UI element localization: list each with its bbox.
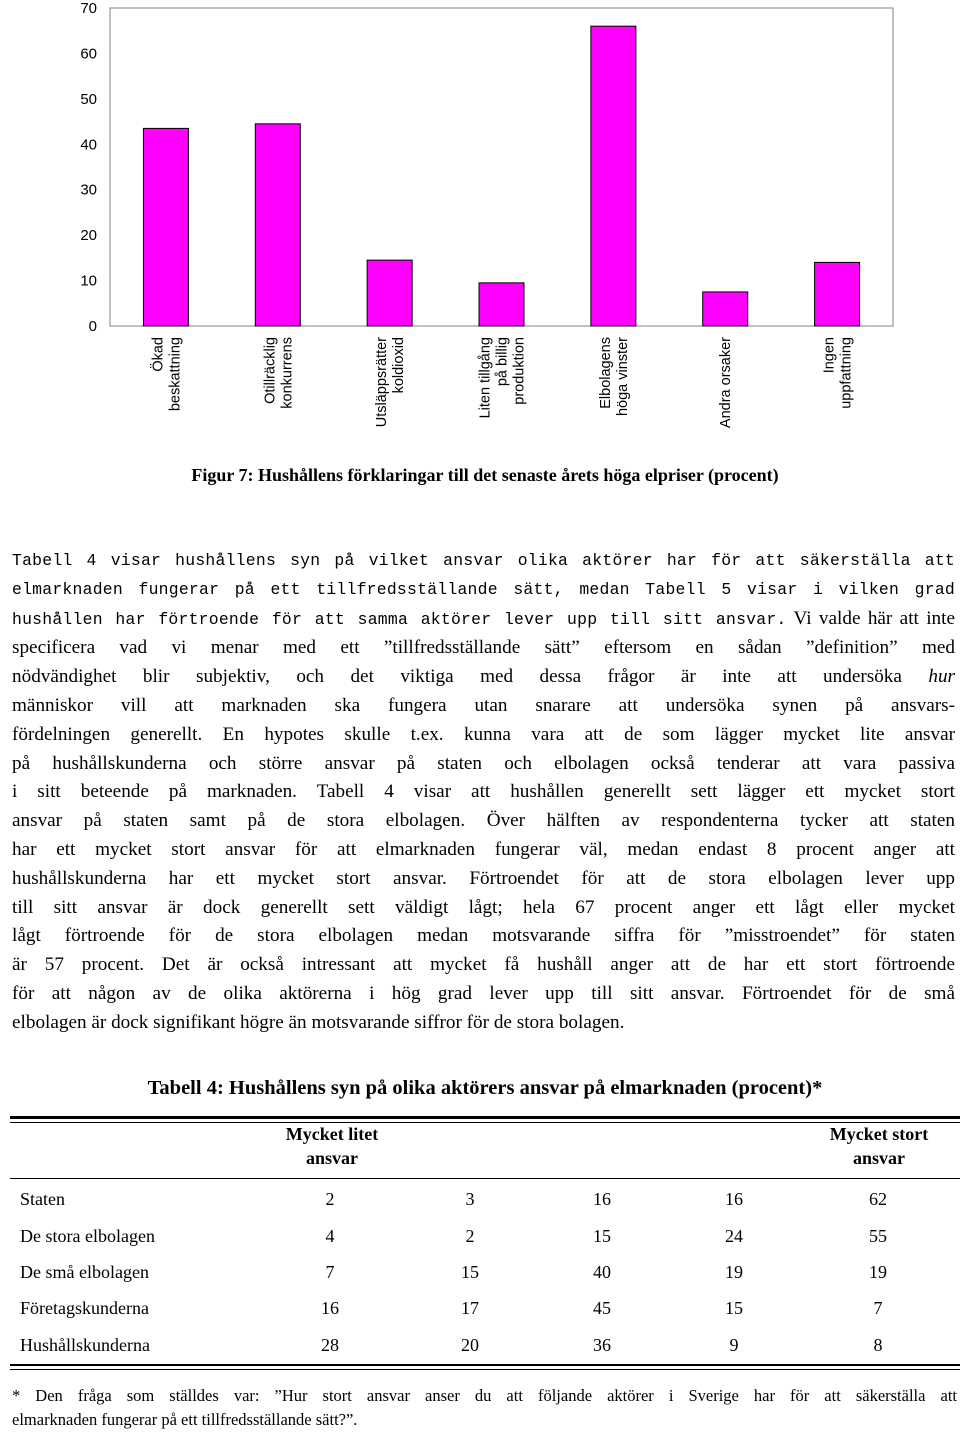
y-tick-label: 30: [80, 181, 97, 199]
table-cell: 3: [465, 1189, 475, 1209]
paragraph-line: i sitt beteende på marknaden. Tabell 4 visar att hushållen generellt sett lägger ett mycket stort: [12, 781, 955, 803]
header-text: ansvar: [305, 1148, 358, 1168]
x-category-label-line: konkurrens: [279, 337, 296, 409]
x-category-label-line: Ökad: [150, 337, 167, 372]
y-tick-label: 0: [88, 318, 97, 335]
table-cell: 20: [461, 1335, 479, 1355]
table-cell: 16: [593, 1189, 611, 1209]
x-category-label-line: produktion: [511, 337, 528, 405]
x-category-label-line: Utsläppsrätter: [374, 337, 391, 428]
x-category-label-line: Liten tillgång: [477, 337, 494, 419]
table-row: [0, 1262, 960, 1288]
table-row: [0, 1335, 960, 1361]
table-footnote: [12, 1384, 957, 1432]
x-category-label-line: koldioxid: [391, 337, 408, 394]
paragraph-line: till sitt ansvar är dock generellt sett väldigt lågt; hela 67 procent anger ett lågt eller mycket: [12, 896, 955, 918]
x-category-label-line: Otillräcklig: [262, 337, 279, 404]
table-cell: 7: [325, 1262, 335, 1282]
paragraph-line: människor vill att marknaden ska fungera utan snarare att undersöka synen på ansvars-: [12, 694, 955, 716]
x-tick-labels: [148, 337, 854, 428]
table-row: [0, 1189, 960, 1215]
paragraph-line: elbolagen är dock signifikant högre än motsvarande siffror för de stora bolagen.: [12, 1011, 625, 1033]
x-category-label-line: beskattning: [167, 337, 184, 412]
bar: [815, 262, 860, 326]
x-category-label: [718, 337, 734, 428]
paragraph-line: elmarknaden fungerar på ett tillfredsställande sätt, medan Tabell 5 visar i vilken grad: [12, 579, 955, 599]
paragraph-line: [12, 663, 955, 692]
x-category-label: [598, 337, 631, 416]
table-cell: 45: [593, 1298, 611, 1318]
table-top-rule: [10, 1116, 960, 1119]
paragraph-line: Tabell 4 visar hushållens syn på vilket ansvar olika aktörer har för att säkerställa att: [12, 551, 955, 570]
table-cell: 2: [465, 1226, 475, 1246]
table-cell: 4: [325, 1226, 335, 1246]
bar-chart: [0, 0, 960, 450]
bar: [367, 260, 412, 326]
table-cell: 15: [461, 1262, 479, 1282]
paragraph-text: Vi valde här att inte: [786, 607, 955, 629]
y-tick-labels: [80, 0, 97, 335]
chart-bars: [143, 26, 859, 326]
row-label: De små elbolagen: [20, 1262, 149, 1282]
x-category-label-line: Andra orsaker: [718, 337, 735, 429]
table-row: [0, 1298, 960, 1324]
paragraph-line: fördelningen generellt. En hypotes skulle t.ex. kunna vara att de som lägger mycket lite ansvar: [12, 723, 955, 745]
x-category-label: [822, 337, 855, 409]
y-tick-label: 20: [80, 227, 97, 245]
y-tick-label: 50: [80, 90, 97, 108]
table-cell: 19: [725, 1262, 743, 1282]
header-high-responsibility: [804, 1122, 954, 1170]
x-category-label-line: Elbolagens: [597, 337, 614, 409]
header-text: ansvar: [852, 1148, 905, 1168]
paragraph-line: ansvar på staten samt på de stora elbolagen. Över hälften av respondenterna tycker att staten: [12, 810, 955, 832]
table-cell: 16: [725, 1189, 743, 1209]
x-category-label: [374, 337, 407, 427]
paragraph-line: för att någon av de olika aktörerna i hög grad lever upp till sitt ansvar. Förtroendet för de små: [12, 982, 955, 1004]
paragraph-line: [12, 605, 955, 635]
bar: [255, 124, 300, 326]
table-bottom-rule: [10, 1364, 960, 1366]
table-cell: 24: [725, 1226, 743, 1246]
bar: [479, 283, 524, 326]
row-label: Företagskunderna: [20, 1298, 149, 1318]
paragraph-line: lågt förtroende för de stora elbolagen medan motsvarande siffra för ”misstroendet” för staten: [12, 925, 955, 947]
paragraph-line: på hushållskunderna och större ansvar på staten och elbolagen också tenderar att vara passiva: [12, 752, 955, 774]
figure-caption: Figur 7: Hushållens förklaringar till det senaste årets höga elpriser (procent): [191, 465, 779, 485]
header-text: Mycket litet: [285, 1124, 379, 1144]
plot-area-frame: [110, 8, 893, 326]
paragraph-line: har ett mycket stort ansvar för att elmarknaden fungerar väl, medan endast 8 procent anger att: [12, 838, 955, 860]
x-category-label: [478, 337, 528, 418]
row-label: Staten: [20, 1189, 65, 1209]
x-category-label-line: Ingen: [821, 337, 838, 374]
chart-axes: [110, 8, 893, 326]
table-cell: 28: [321, 1335, 339, 1355]
row-label: Hushållskunderna: [20, 1335, 150, 1355]
footnote-line: elmarknaden fungerar på ett tillfredsställande sätt?”.: [12, 1410, 358, 1429]
y-tick-label: 40: [80, 136, 97, 154]
bar: [591, 26, 636, 326]
table-cell: 19: [869, 1262, 887, 1282]
table-title: Tabell 4: Hushållens syn på olika aktörers ansvar på elmarknaden (procent)*: [147, 1077, 823, 1099]
table-row: [0, 1226, 960, 1252]
y-tick-label: 60: [80, 45, 97, 63]
table-cell: 17: [461, 1298, 479, 1318]
paragraph-line: hushållskunderna har ett mycket stort ansvar. Förtroendet för att de stora elbolagen lever upp: [12, 867, 955, 889]
y-tick-label: 70: [80, 0, 97, 17]
paragraph-line: specificera vad vi menar med ett ”tillfredsställande sätt” eftersom en sådan ”definition” med: [12, 637, 955, 659]
header-low-responsibility: [262, 1122, 402, 1170]
table-bottom-rule-thin: [10, 1369, 960, 1370]
table-cell: 62: [869, 1189, 887, 1209]
table-cell: 40: [593, 1262, 611, 1282]
emphasis-text: hur: [928, 666, 955, 688]
table-cell: 36: [593, 1335, 611, 1355]
body-paragraph: [12, 547, 955, 1038]
table-cell: 9: [729, 1335, 739, 1355]
bar: [703, 292, 748, 326]
x-category-label: [148, 337, 183, 411]
x-category-label-line: höga vinster: [614, 337, 631, 416]
table-cell: 55: [869, 1226, 887, 1246]
x-category-label-line: på billig: [494, 337, 511, 387]
table-cell: 16: [321, 1298, 339, 1318]
x-category-label-line: uppfattning: [838, 337, 855, 409]
paragraph-text: hushållen har förtroende för att samma aktörer lever upp till sitt ansvar.: [12, 609, 787, 629]
header-text: Mycket stort: [829, 1124, 929, 1144]
table-cell: 8: [873, 1335, 883, 1355]
bar: [143, 128, 188, 326]
table-cell: 7: [873, 1298, 883, 1318]
y-tick-label: 10: [80, 272, 97, 290]
table-cell: 15: [593, 1226, 611, 1246]
x-category-label: [262, 337, 295, 409]
footnote-line: * Den fråga som ställdes var: ”Hur stort ansvar anser du att följande aktörer i Sverige har för att säkerställa att: [12, 1386, 957, 1405]
row-label: De stora elbolagen: [20, 1226, 155, 1246]
table-cell: 15: [725, 1298, 743, 1318]
table-cell: 2: [325, 1189, 335, 1209]
paragraph-line: är 57 procent. Det är också intressant att mycket få hushåll anger att de har ett stort förtroende: [12, 954, 955, 976]
paragraph-text: nödvändighet blir subjektiv, och det viktiga med dessa frågor är inte att undersöka: [12, 666, 929, 688]
table-header-rule: [10, 1178, 960, 1179]
